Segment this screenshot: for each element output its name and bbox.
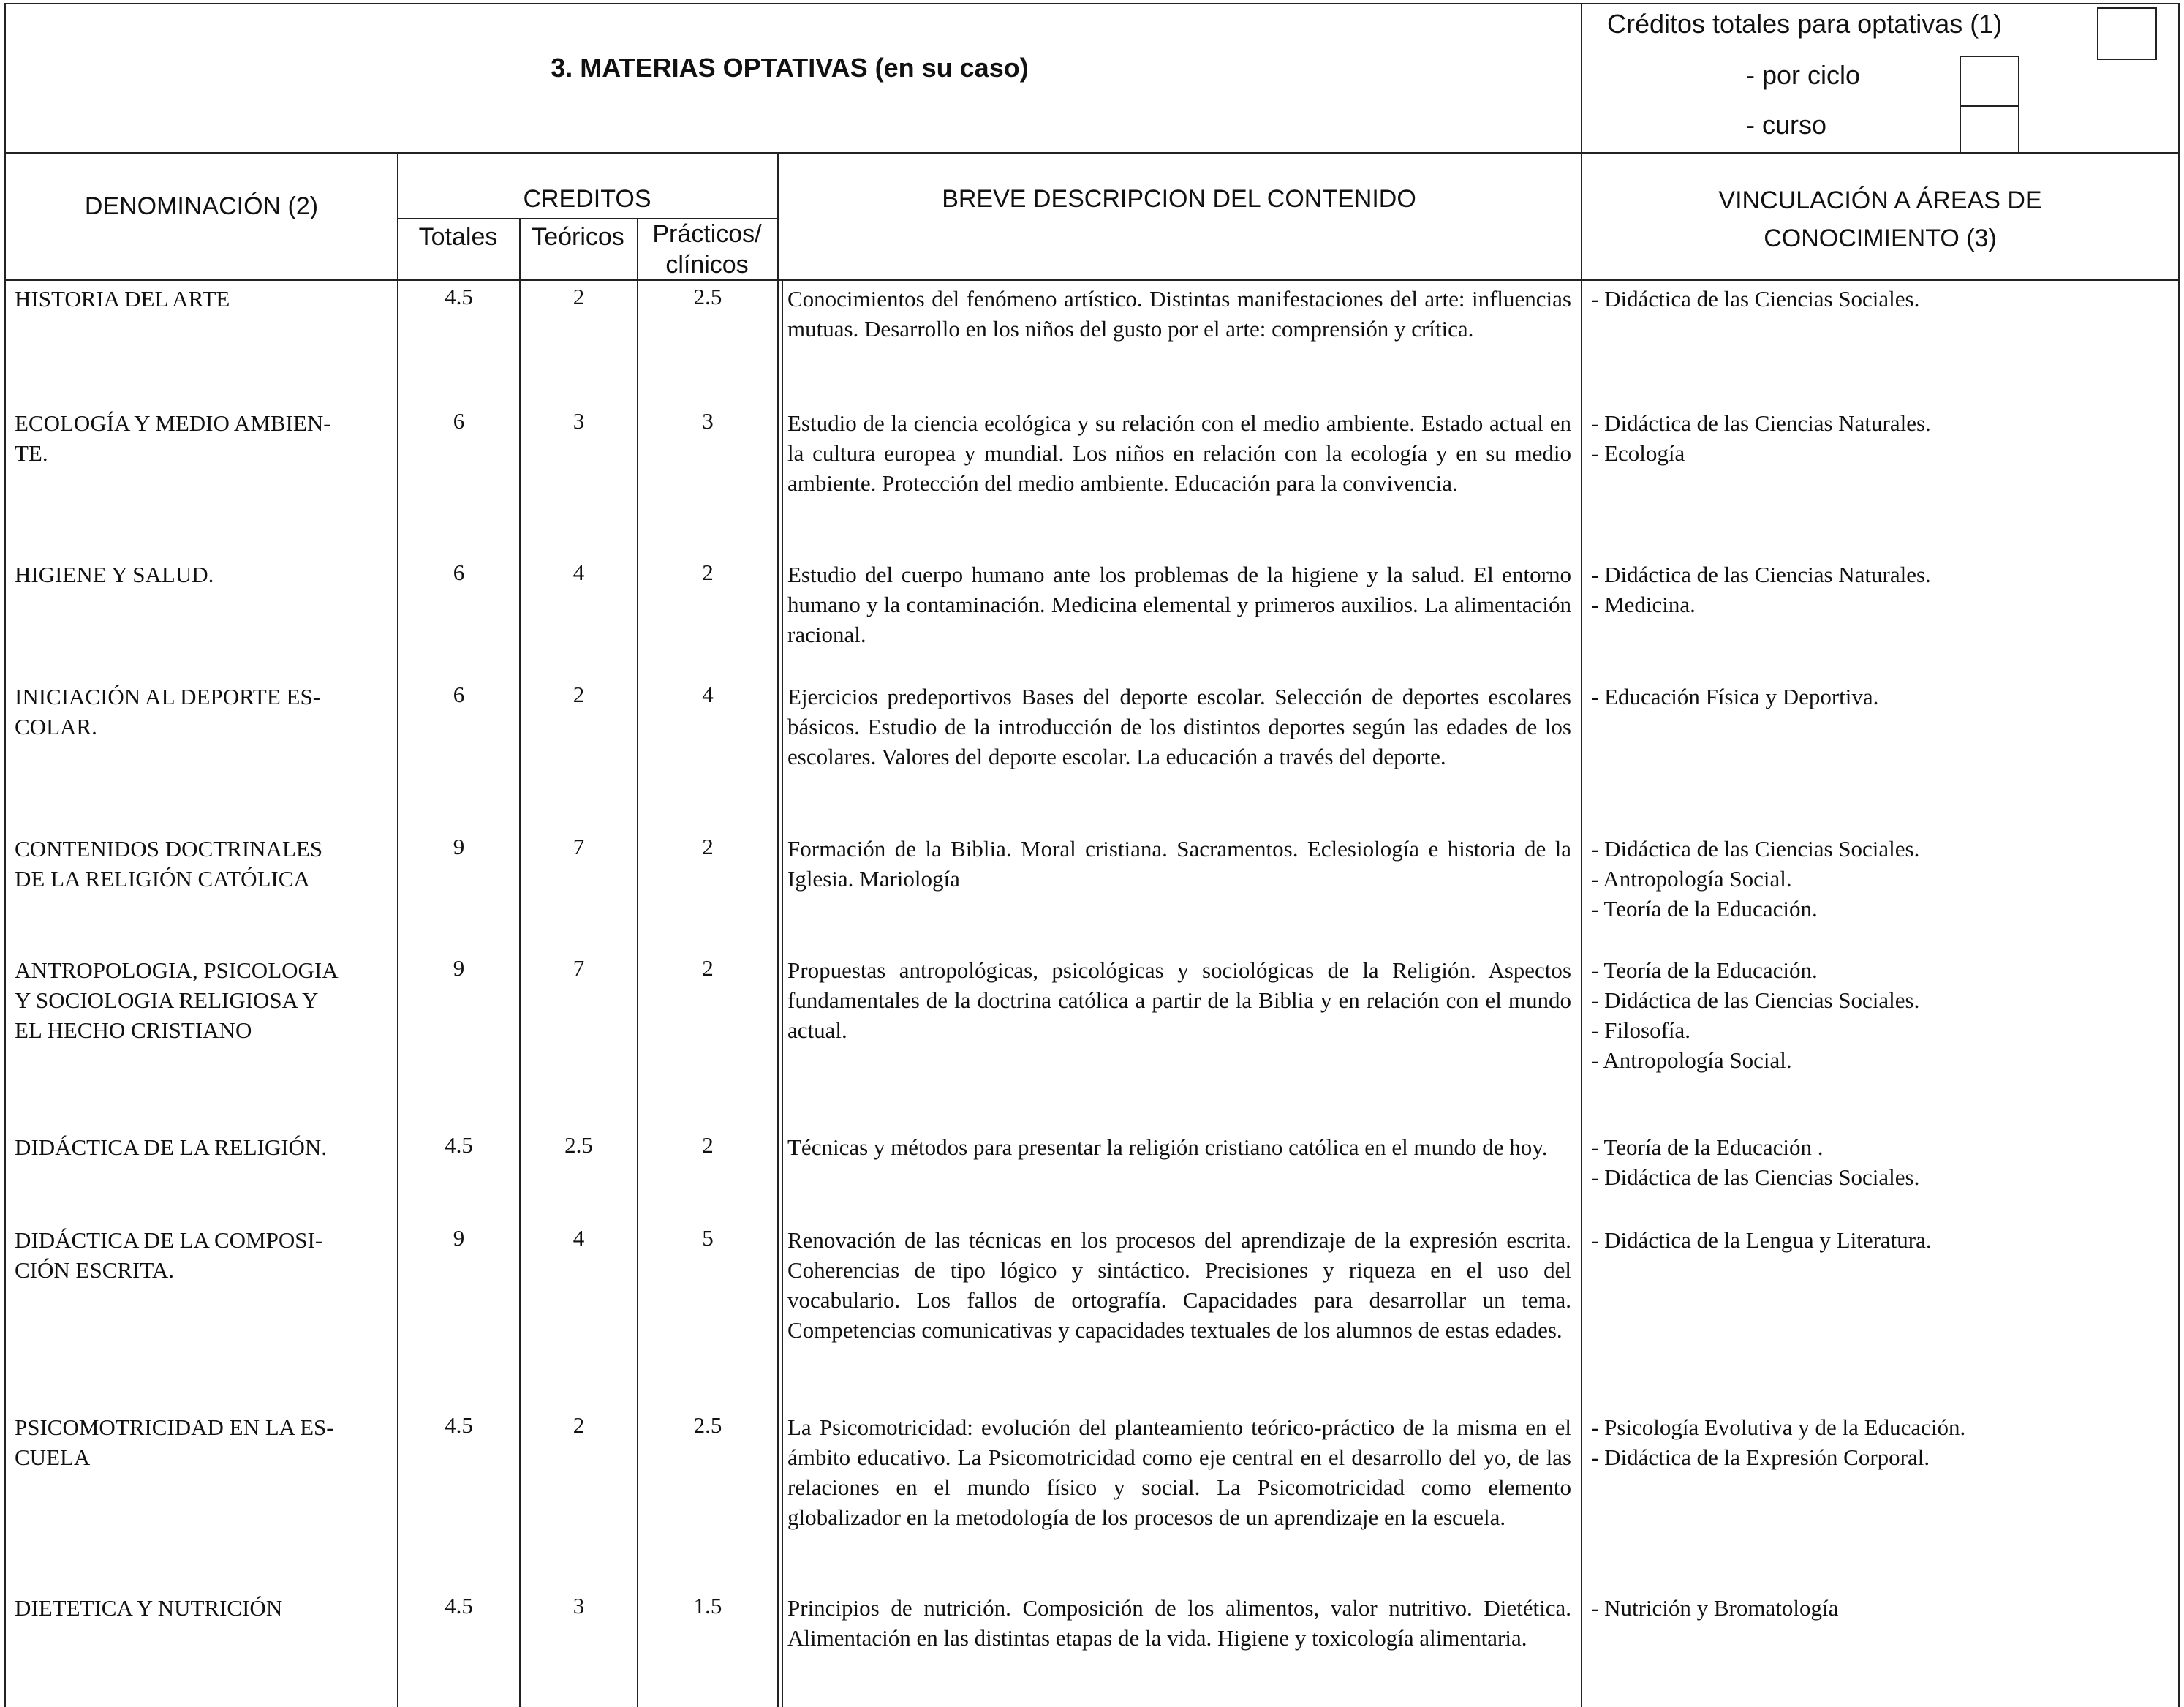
knowledge-area-item: - Psicología Evolutiva y de la Educación. xyxy=(1591,1414,1966,1440)
creditos-totales-box xyxy=(2097,7,2157,60)
knowledge-area-item: - Didáctica de las Ciencias Sociales. xyxy=(1591,286,1920,312)
subject-name xyxy=(15,834,388,894)
knowledge-areas xyxy=(1591,284,2169,314)
knowledge-area-item: - Didáctica de las Ciencias Naturales. xyxy=(1591,410,1931,436)
knowledge-area-item: - Antropología Social. xyxy=(1591,1047,1792,1073)
credit-teoricos: 2 xyxy=(573,1412,585,1438)
subject-name-line: CONTENIDOS DOCTRINALES xyxy=(15,836,323,862)
subject-name-line: TE. xyxy=(15,440,48,466)
col-header-creditos: CREDITOS xyxy=(523,185,651,213)
content-description: Estudio del cuerpo humano ante los problemas de la higiene y la salud. El entorno humano y la contaminación. Medicina elemental y primeros auxilios. La alimentación racional. xyxy=(787,562,1571,647)
subject-name-line: DIETETICA Y NUTRICIÓN xyxy=(15,1595,283,1621)
content-description: Formación de la Biblia. Moral cristiana. Sacramentos. Eclesiología e historia de la Iglesia. Mariología xyxy=(787,836,1571,892)
col-header-totales: Totales xyxy=(418,223,498,251)
credit-totales: 9 xyxy=(453,834,465,859)
content-description: Principios de nutrición. Composición de los alimentos, valor nutritivo. Dietética. Alimentación en las distintas etapas de la vida. Higiene y toxicología alimentaria. xyxy=(787,1595,1571,1651)
credit-teoricos: 2 xyxy=(573,284,585,309)
knowledge-area-item: - Filosofía. xyxy=(1591,1017,1691,1043)
subject-name xyxy=(15,1225,388,1285)
curso-label: - curso xyxy=(1746,110,1827,140)
subject-name xyxy=(15,284,388,314)
knowledge-areas xyxy=(1591,408,2169,468)
col-header-vinculacion-2: CONOCIMIENTO (3) xyxy=(1764,225,1997,252)
knowledge-areas xyxy=(1591,1593,2169,1623)
knowledge-area-item: - Didáctica de las Ciencias Sociales. xyxy=(1591,836,1920,862)
column-header-divider xyxy=(4,279,2180,281)
knowledge-areas xyxy=(1591,559,2169,619)
credit-teoricos: 2 xyxy=(573,682,585,707)
credit-totales: 4.5 xyxy=(445,284,473,309)
knowledge-area-item: - Didáctica de la Lengua y Literatura. xyxy=(1591,1227,1932,1253)
knowledge-area-item: - Antropología Social. xyxy=(1591,866,1792,892)
subject-name xyxy=(15,408,388,468)
subject-name xyxy=(15,682,388,742)
credit-practicos: 4 xyxy=(702,682,714,707)
credit-practicos: 1.5 xyxy=(693,1593,722,1619)
content-description: Renovación de las técnicas en los procesos del aprendizaje de la expresión escrita. Coherencias de tipo lógico y sintáctico. Precisiones y riqueza en el uso del vocabulario. Los fallos de ortografía. Capacidades para desarrollar un tema. Competencias comunicativas y capacidades textuales de los alumnos de estas edades. xyxy=(787,1227,1571,1343)
subject-name-line: HIGIENE Y SALUD. xyxy=(15,562,214,587)
content-description: Conocimientos del fenómeno artístico. Distintas manifestaciones del arte: influencias mutuas. Desarrollo en los niños del gusto por el arte: comprensión y crítica. xyxy=(787,286,1571,342)
knowledge-areas xyxy=(1591,1412,2169,1472)
credit-practicos: 3 xyxy=(702,408,714,434)
subject-name-line: ANTROPOLOGIA, PSICOLOGIA xyxy=(15,957,339,983)
subject-name-line: COLAR. xyxy=(15,714,97,739)
credit-teoricos: 7 xyxy=(573,955,585,981)
por-ciclo-box xyxy=(1960,56,2019,107)
header-divider xyxy=(4,152,2180,154)
col-divider-description xyxy=(1581,3,1582,1707)
subject-name-line: DIDÁCTICA DE LA RELIGIÓN. xyxy=(15,1134,328,1160)
knowledge-area-item: - Didáctica de las Ciencias Naturales. xyxy=(1591,562,1931,587)
subject-name-line: HISTORIA DEL ARTE xyxy=(15,286,230,312)
credit-practicos: 2 xyxy=(702,1132,714,1158)
credit-teoricos: 2.5 xyxy=(564,1132,593,1158)
subject-name xyxy=(15,955,388,1045)
knowledge-areas xyxy=(1591,834,2169,924)
knowledge-area-item: - Medicina. xyxy=(1591,592,1696,617)
credit-totales: 4.5 xyxy=(445,1412,473,1438)
credit-practicos: 2 xyxy=(702,834,714,859)
knowledge-area-item: - Educación Física y Deportiva. xyxy=(1591,684,1879,709)
subject-name-line: ECOLOGÍA Y MEDIO AMBIEN- xyxy=(15,410,331,436)
knowledge-area-item: - Teoría de la Educación . xyxy=(1591,1134,1824,1160)
content-description: Técnicas y métodos para presentar la religión cristiano católica en el mundo de hoy. xyxy=(787,1134,1548,1160)
credit-practicos: 2.5 xyxy=(693,284,722,309)
subject-name-line: CIÓN ESCRITA. xyxy=(15,1257,174,1283)
page-title: 3. MATERIAS OPTATIVAS (en su caso) xyxy=(551,53,1029,83)
col-header-denominacion: DENOMINACIÓN (2) xyxy=(84,192,319,220)
subject-name-line: Y SOCIOLOGIA RELIGIOSA Y xyxy=(15,987,319,1013)
por-ciclo-label: - por ciclo xyxy=(1746,60,1861,90)
subject-name-line: DE LA RELIGIÓN CATÓLICA xyxy=(15,866,310,892)
credit-totales: 9 xyxy=(453,955,465,981)
subject-name xyxy=(15,1412,388,1472)
credit-teoricos: 4 xyxy=(573,1225,585,1251)
credit-totales: 4.5 xyxy=(445,1593,473,1619)
knowledge-areas xyxy=(1591,1225,2169,1255)
col-header-vinculacion-1: VINCULACIÓN A ÁREAS DE xyxy=(1718,186,2042,214)
credit-totales: 6 xyxy=(453,682,465,707)
subject-name xyxy=(15,559,388,589)
credit-totales: 6 xyxy=(453,408,465,434)
knowledge-areas xyxy=(1591,955,2169,1075)
col-divider-practicos-inner xyxy=(782,279,783,1707)
knowledge-area-item: - Didáctica de las Ciencias Sociales. xyxy=(1591,1164,1920,1190)
knowledge-areas xyxy=(1591,1132,2169,1192)
credit-teoricos: 7 xyxy=(573,834,585,859)
credit-teoricos: 3 xyxy=(573,1593,585,1619)
col-header-clinicos: clínicos xyxy=(665,251,749,279)
subject-name-line: DIDÁCTICA DE LA COMPOSI- xyxy=(15,1227,323,1253)
credit-practicos: 2 xyxy=(702,955,714,981)
col-header-descripcion: BREVE DESCRIPCION DEL CONTENIDO xyxy=(942,185,1416,213)
col-header-teoricos: Teóricos xyxy=(532,223,624,251)
credit-practicos: 2 xyxy=(702,559,714,585)
knowledge-area-item: - Teoría de la Educación. xyxy=(1591,896,1818,922)
knowledge-area-item: - Didáctica de las Ciencias Sociales. xyxy=(1591,987,1920,1013)
content-description: Ejercicios predeportivos Bases del deporte escolar. Selección de deportes escolares básicos. Estudio de la introducción de los distintos deportes según las edades de los escolares. Valores del deporte escolar. La educación a través del deporte. xyxy=(787,684,1571,769)
knowledge-area-item: - Teoría de la Educación. xyxy=(1591,957,1818,983)
content-description: Propuestas antropológicas, psicológicas y sociológicas de la Religión. Aspectos fundamentales de la doctrina católica a partir de la Biblia y en relación con el mundo actual. xyxy=(787,957,1571,1043)
credit-practicos: 5 xyxy=(702,1225,714,1251)
subject-name-line: CUELA xyxy=(15,1444,91,1470)
credit-totales: 9 xyxy=(453,1225,465,1251)
knowledge-area-item: - Nutrición y Bromatología xyxy=(1591,1595,1839,1621)
knowledge-areas xyxy=(1591,682,2169,712)
content-description: La Psicomotricidad: evolución del planteamiento teórico-práctico de la misma en el ámbito educativo. La Psicomotricidad como eje central en el desarrollo del yo, de las relaciones en el mundo físico y social. La Psicomotricidad como elemento globalizador en la metodología de los procesos de un aprendizaje en la escuela. xyxy=(787,1414,1571,1530)
curso-box xyxy=(1960,105,2019,154)
credit-totales: 4.5 xyxy=(445,1132,473,1158)
subject-name-line: INICIACIÓN AL DEPORTE ES- xyxy=(15,684,321,709)
credit-teoricos: 3 xyxy=(573,408,585,434)
credit-totales: 6 xyxy=(453,559,465,585)
col-header-practicos: Prácticos/ xyxy=(652,220,762,248)
content-description: Estudio de la ciencia ecológica y su relación con el medio ambiente. Estado actual en la cultura europea y mundial. Los niños en relación con la ecología y en su medio ambiente. Protección del medio ambiente. Educación para la convivencia. xyxy=(787,410,1571,496)
subject-name xyxy=(15,1132,388,1162)
subject-name xyxy=(15,1593,388,1623)
col-divider-practicos xyxy=(777,152,779,1707)
subject-name-line: PSICOMOTRICIDAD EN LA ES- xyxy=(15,1414,334,1440)
col-divider-name xyxy=(397,152,398,1707)
knowledge-area-item: - Didáctica de la Expresión Corporal. xyxy=(1591,1444,1930,1470)
credit-teoricos: 4 xyxy=(573,559,585,585)
credit-practicos: 2.5 xyxy=(693,1412,722,1438)
knowledge-area-item: - Ecología xyxy=(1591,440,1685,466)
creditos-totales-label: Créditos totales para optativas (1) xyxy=(1607,9,2003,39)
subject-name-line: EL HECHO CRISTIANO xyxy=(15,1017,252,1043)
